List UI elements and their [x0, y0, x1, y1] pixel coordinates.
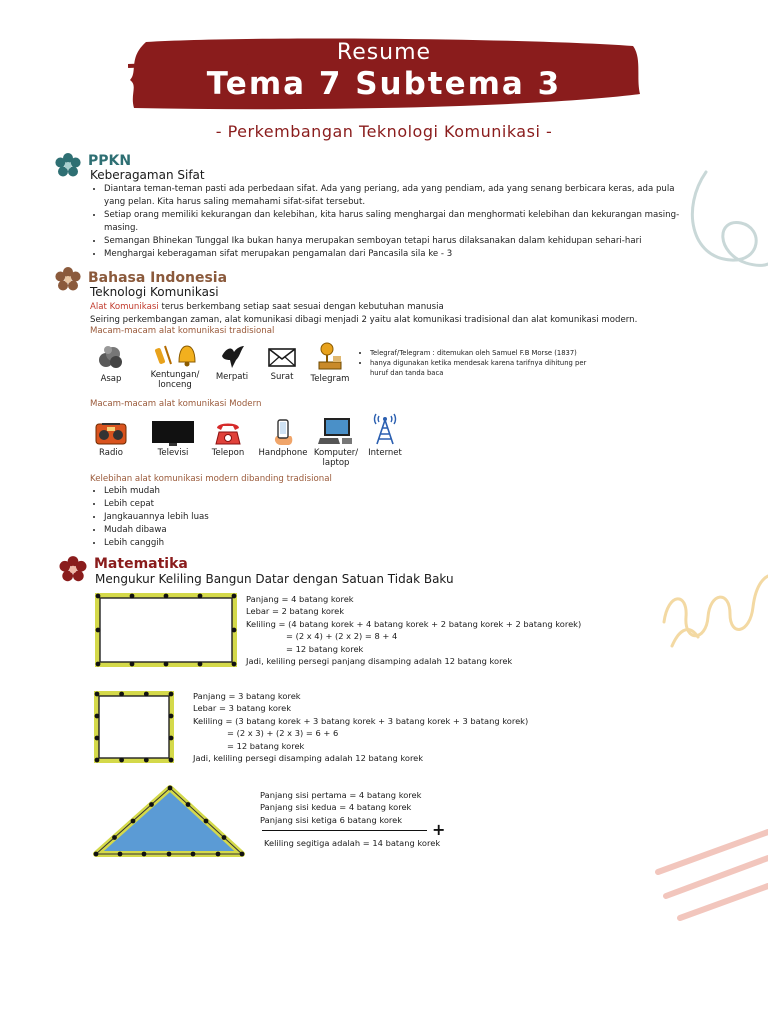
icon-item-telepon: Telepon	[206, 418, 250, 458]
list-item: • hanya digunakan ketika mendesak karena tarifnya dihitung per huruf dan tanda baca	[370, 358, 602, 378]
matematika-title: Matematika	[94, 556, 188, 572]
flower-icon	[54, 266, 82, 294]
decorative-swirl-teal	[676, 168, 768, 278]
smoke-icon	[96, 342, 126, 372]
list-item: • Diantara teman-teman pasti ada perbedaan sifat. Ada yang periang, ada yang pendiam, ada yang senang berbicara keras, ada pula yang pelan. Kita harus saling memahami sifat-sifat tersebut.	[104, 183, 684, 209]
resume-label: Resume	[336, 40, 432, 65]
icon-item-radio: Radio	[88, 418, 134, 458]
computer-icon	[318, 416, 354, 446]
page-title: Tema 7 Subtema 3	[206, 66, 562, 102]
flower-icon	[58, 555, 88, 585]
list-item: • Telegraf/Telegram : ditemukan oleh Samuel F.B Morse (1837)	[370, 348, 602, 358]
flower-icon	[54, 152, 82, 180]
sum-divider-line	[262, 830, 427, 831]
bahasa-intro-line: Alat Komunikasi terus berkembang setiap saat sesuai dengan kebutuhan manusia	[90, 302, 444, 312]
traditional-label: Macam-macam alat komunikasi tradisional	[90, 326, 275, 336]
ppkn-title: PPKN	[88, 153, 132, 169]
list-item: • Lebih mudah	[104, 485, 404, 498]
handphone-icon	[271, 418, 295, 446]
icon-item-handphone: Handphone	[256, 418, 310, 458]
ppkn-bullet-list	[92, 183, 684, 261]
radio-icon	[94, 418, 128, 446]
icon-item-televisi: Televisi	[148, 420, 198, 458]
icon-item-kentungan: Kentungan/ lonceng	[144, 342, 206, 390]
icon-item-asap: Asap	[88, 342, 134, 384]
icon-item-telegram: Telegram	[306, 340, 354, 384]
television-icon	[151, 420, 195, 446]
header-banner	[128, 36, 640, 114]
list-item: • Semangan Bhinekan Tunggal Ika bukan hanya merupakan semboyan tetapi harus dilaksanakan dalam kehidupan sehari-hari	[104, 235, 684, 248]
list-item: • Lebih cepat	[104, 498, 404, 511]
pigeon-icon	[218, 342, 246, 370]
telegraph-icon	[315, 340, 345, 372]
list-item: • Setiap orang memiliki kekurangan dan kelebihan, kita harus saling menghargai dan menghormati kelebihan dan kekurangan masing-masing.	[104, 209, 684, 235]
decorative-stripes-pink	[652, 826, 768, 926]
icon-item-internet: Internet	[362, 412, 408, 458]
list-item: • Jangkauannya lebih luas	[104, 511, 404, 524]
list-item: • Mudah dibawa	[104, 524, 404, 537]
bahasa-line2: Seiring perkembangan zaman, alat komunikasi dibagi menjadi 2 yaitu alat komunikasi tradisional dan alat komunikasi modern.	[90, 315, 638, 325]
icon-item-surat: Surat	[260, 342, 304, 382]
ppkn-subtitle: Keberagaman Sifat	[90, 168, 205, 182]
rectangle-matchstick-figure	[92, 590, 240, 670]
square-matchstick-figure	[92, 689, 176, 765]
modern-label: Macam-macam alat komunikasi Modern	[90, 399, 262, 409]
triangle-matchstick-figure	[88, 782, 250, 860]
icon-item-komputer: Komputer/ laptop	[310, 416, 362, 468]
list-item: • Lebih canggih	[104, 537, 404, 550]
decorative-squiggle-yellow	[658, 562, 768, 654]
internet-icon	[371, 412, 399, 446]
matematika-subtitle: Mengukur Keliling Bangun Datar dengan Satuan Tidak Baku	[95, 572, 454, 586]
advantages-list	[92, 485, 404, 550]
icon-item-merpati: Merpati	[210, 342, 254, 382]
envelope-icon	[267, 342, 297, 370]
bell-icon	[151, 342, 199, 368]
telephone-icon	[213, 418, 243, 446]
highlight-term: Alat Komunikasi	[90, 302, 159, 312]
page-subtitle: - Perkembangan Teknologi Komunikasi -	[215, 122, 553, 141]
telegraf-notes	[358, 348, 602, 378]
rectangle-calculation: Panjang = 4 batang korek Lebar = 2 batang korek Keliling = (4 batang korek + 4 batang korek + 2 batang korek + 2 batang korek) = (2 x 4) + (2 x 2) = 8 + 4 = 12 batang korek Jadi, keliling persegi panjang disamping adalah 12 batang korek	[246, 594, 582, 667]
triangle-calculation: Panjang sisi pertama = 4 batang korek Panjang sisi kedua = 4 batang korek Panjang sisi ketiga 6 batang korek	[260, 790, 422, 825]
advantages-label: Kelebihan alat komunikasi modern dibanding tradisional	[90, 474, 332, 484]
bahasa-subtitle: Teknologi Komunikasi	[90, 285, 219, 299]
square-calculation: Panjang = 3 batang korek Lebar = 3 batang korek Keliling = (3 batang korek + 3 batang korek + 3 batang korek + 3 batang korek) = (2 x 3) + (2 x 3) = 6 + 6 = 12 batang korek Jadi, keliling persegi disamping adalah 12 batang korek	[193, 691, 529, 764]
list-item: • Menghargai keberagaman sifat merupakan pengamalan dari Pancasila sila ke - 3	[104, 248, 684, 261]
bahasa-title: Bahasa Indonesia	[88, 270, 228, 286]
plus-sign: +	[432, 820, 446, 839]
triangle-result: Keliling segitiga adalah = 14 batang korek	[264, 838, 441, 848]
